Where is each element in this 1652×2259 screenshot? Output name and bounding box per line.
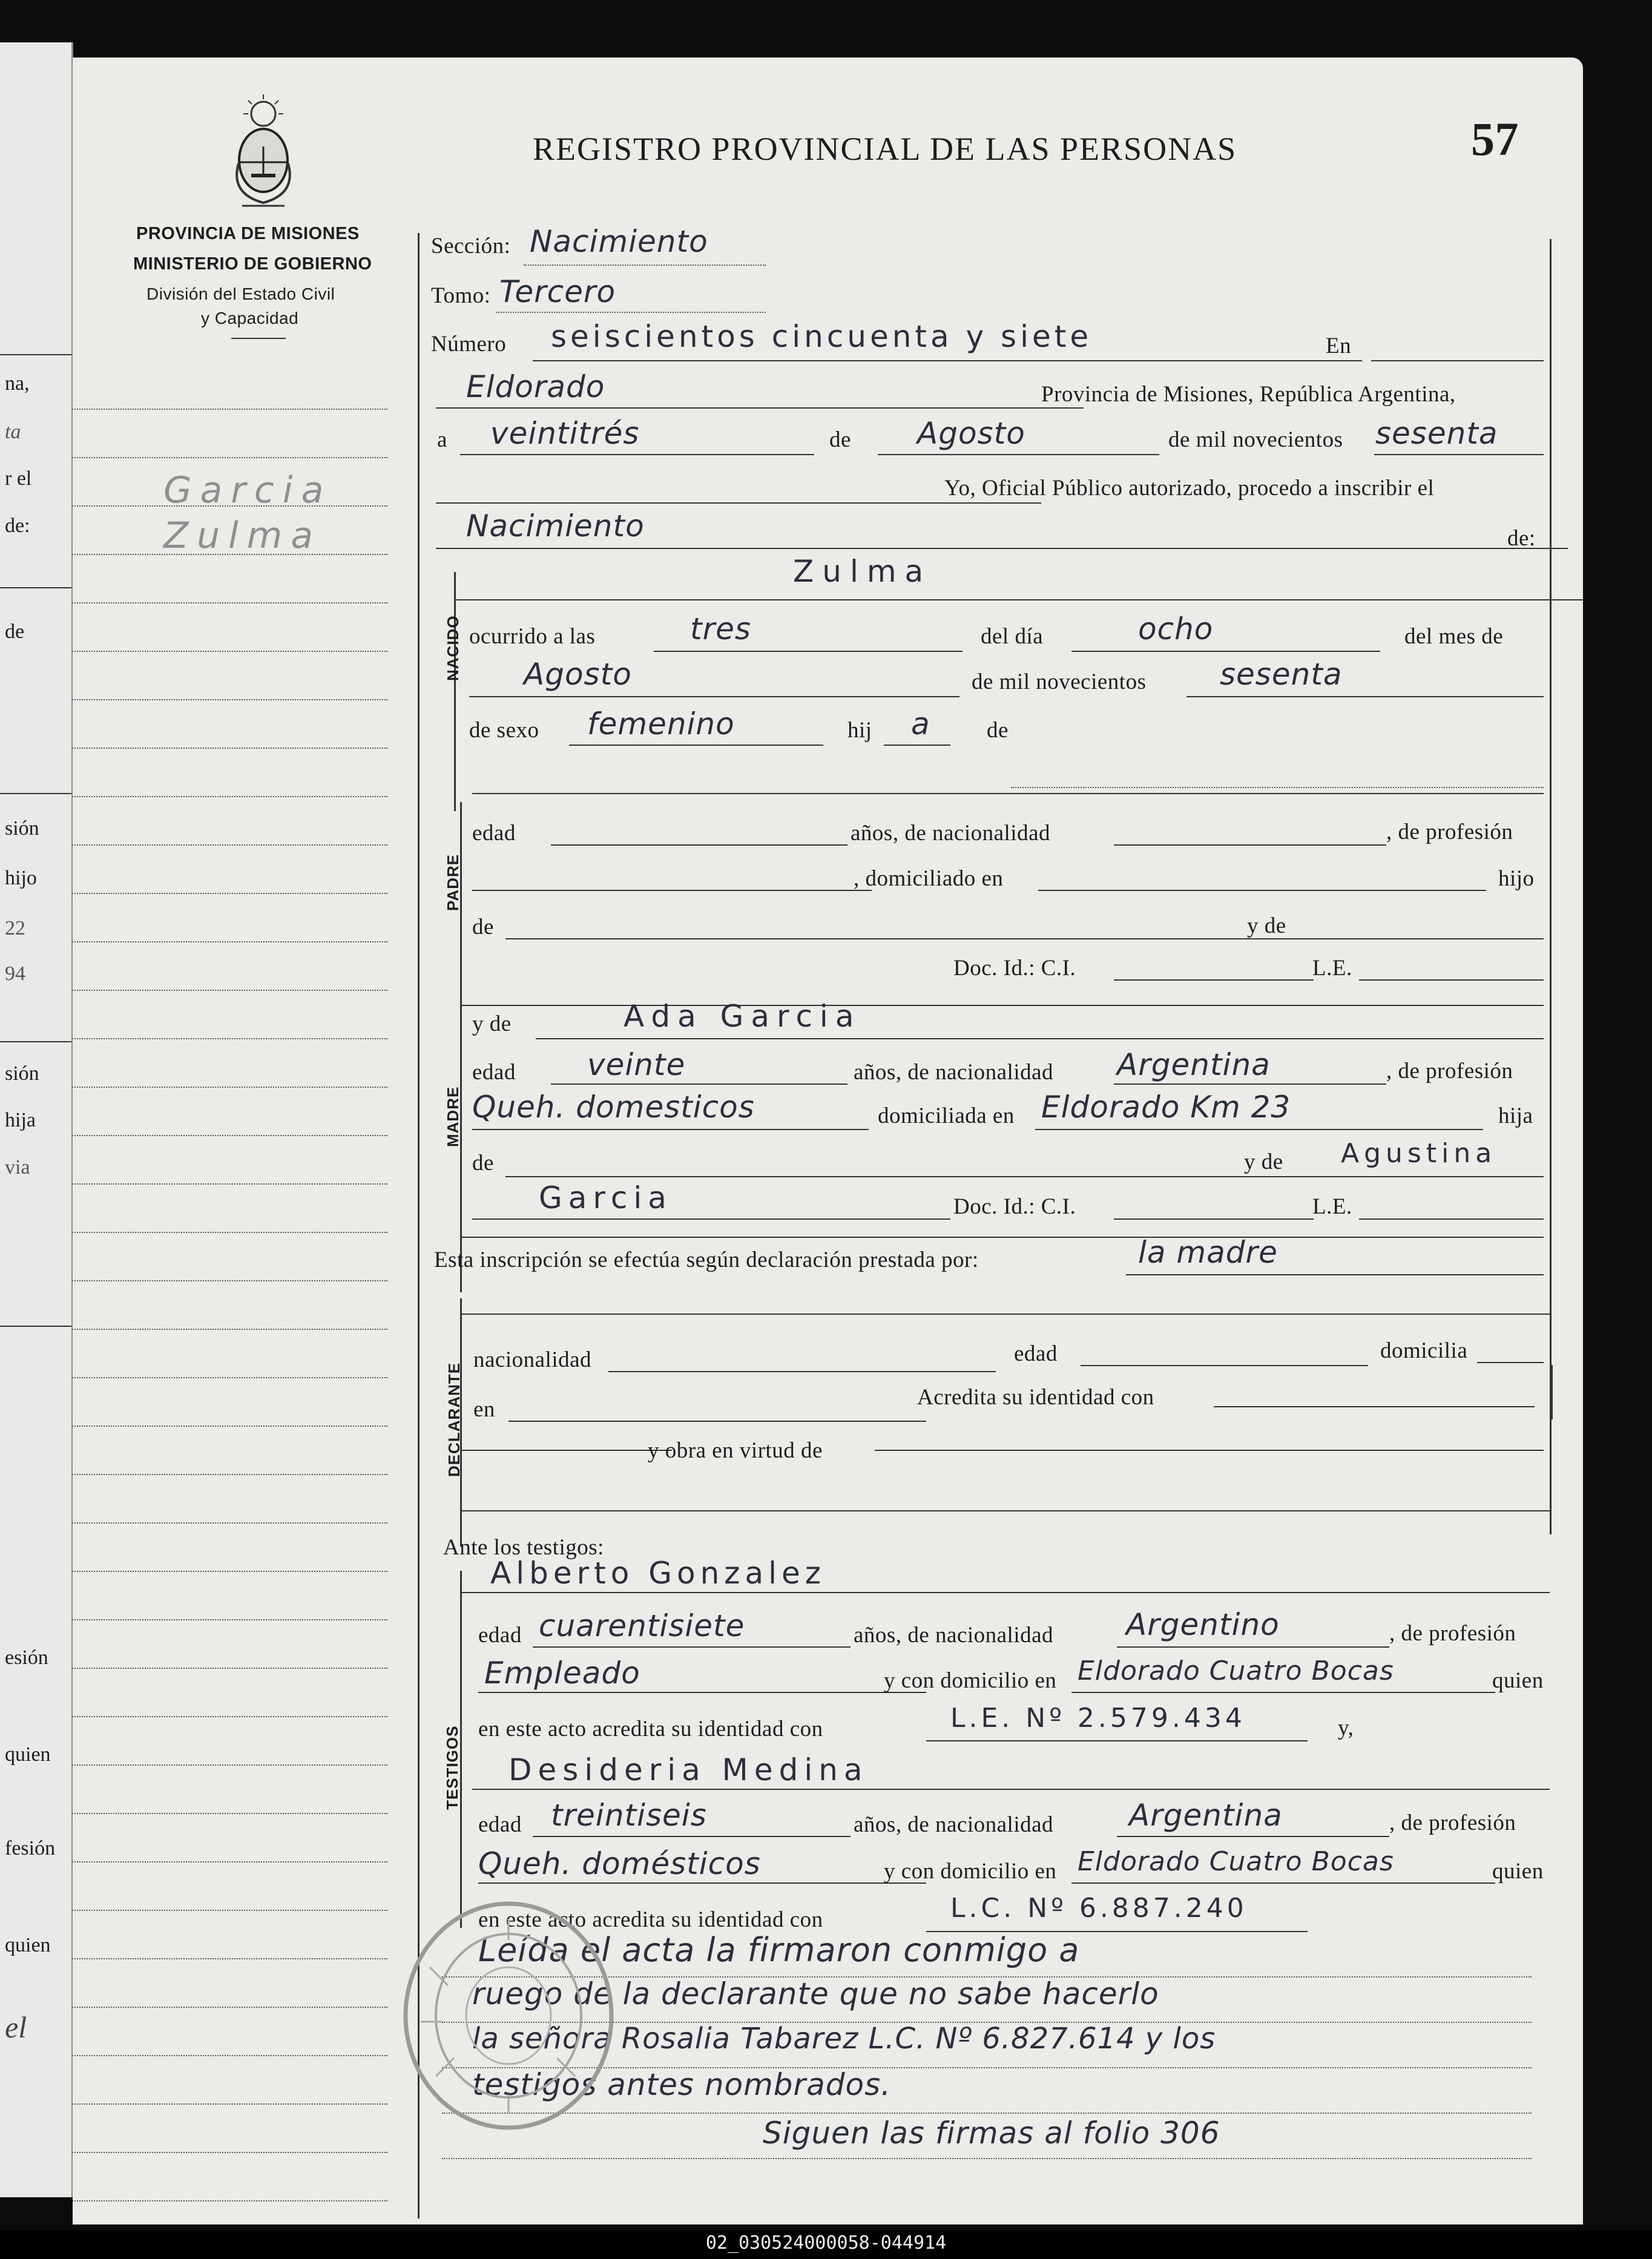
madre-profesion-value: Queh. domesticos bbox=[472, 1090, 755, 1125]
anio-value: sesenta bbox=[1375, 416, 1498, 451]
madre-section-label: MADRE bbox=[444, 1086, 462, 1147]
padre-edad-label: edad bbox=[472, 821, 516, 846]
testigos-section-label: TESTIGOS bbox=[443, 1725, 461, 1810]
testigo1-acredita-label: en este acto acredita su identidad con bbox=[478, 1717, 823, 1741]
madre-de-label: de bbox=[472, 1151, 494, 1176]
padre-de-label: de bbox=[472, 915, 494, 939]
testigo1-profesion-label: , de profesión bbox=[1389, 1621, 1516, 1646]
anio-nacimiento-value: sesenta bbox=[1220, 657, 1343, 692]
coat-of-arms-icon bbox=[230, 91, 297, 212]
padre-domiciliado-label: , domiciliado en bbox=[854, 866, 1004, 891]
padre-le-label: L.E. bbox=[1312, 956, 1352, 981]
testigo2-doc-value: L.C. Nº 6.887.240 bbox=[950, 1893, 1248, 1924]
madre-profesion-label: , de profesión bbox=[1386, 1059, 1513, 1083]
madre-nacionalidad-value: Argentina bbox=[1117, 1047, 1271, 1082]
declarante-obra-label: y obra en virtud de bbox=[648, 1438, 823, 1463]
left-page-fragment: via bbox=[5, 1156, 30, 1179]
del-mes-label: del mes de bbox=[1404, 624, 1504, 649]
register-page bbox=[73, 58, 1583, 2224]
testigo1-edad-label: edad bbox=[478, 1623, 522, 1648]
mes-value: Agosto bbox=[917, 416, 1025, 451]
oficial-text: Yo, Oficial Público autorizado, procedo a inscribir el bbox=[944, 476, 1435, 501]
testigo1-domicilio-label: y con domicilio en bbox=[884, 1668, 1057, 1693]
testigo2-domicilio-value: Eldorado Cuatro Bocas bbox=[1078, 1846, 1394, 1877]
closing-line-5: Siguen las firmas al folio 306 bbox=[763, 2116, 1220, 2151]
closing-line-1: Leída el acta la firmaron conmigo a bbox=[478, 1931, 1080, 1969]
de-colon-label: de: bbox=[1507, 526, 1536, 551]
seccion-label: Sección: bbox=[431, 234, 511, 258]
testigo2-nacionalidad-value: Argentina bbox=[1129, 1798, 1283, 1833]
left-page-fragment: de bbox=[5, 620, 25, 643]
padre-anios-label: años, de nacionalidad bbox=[851, 821, 1051, 846]
division-label-2: y Capacidad bbox=[201, 309, 299, 327]
padre-y-de-label: y de bbox=[1247, 913, 1286, 938]
left-page-fragment: 94 bbox=[5, 962, 25, 985]
testigo2-profesion-label: , de profesión bbox=[1389, 1810, 1516, 1835]
testigo1-nombre-value: Alberto Gonzalez bbox=[490, 1556, 826, 1591]
mil-label: de mil novecientos bbox=[1168, 427, 1343, 452]
closing-line-4: testigos antes nombrados. bbox=[472, 2067, 892, 2102]
tomo-label: Tomo: bbox=[431, 283, 491, 308]
division-label: División del Estado Civil bbox=[146, 284, 335, 303]
madre-edad-label: edad bbox=[472, 1060, 516, 1085]
madre-nombre-value: Ada Garcia bbox=[624, 999, 861, 1034]
testigo2-nombre-value: Desideria Medina bbox=[508, 1752, 869, 1787]
province-label: PROVINCIA DE MISIONES bbox=[136, 224, 360, 243]
left-page-fragment: quien bbox=[5, 1743, 51, 1766]
provincia-text: Provincia de Misiones, República Argentina, bbox=[1041, 382, 1456, 407]
dia-value: veintitrés bbox=[490, 416, 640, 451]
testigo1-nacionalidad-value: Argentino bbox=[1126, 1607, 1280, 1642]
dia-nacimiento-value: ocho bbox=[1138, 611, 1214, 646]
testigo1-anios-label: años, de nacionalidad bbox=[854, 1623, 1054, 1648]
madre-hija-label: hija bbox=[1498, 1103, 1533, 1128]
testigo2-acredita-label: en este acto acredita su identidad con bbox=[478, 1907, 823, 1932]
testigo1-edad-value: cuarentisiete bbox=[539, 1608, 745, 1643]
del-dia-label: del día bbox=[981, 624, 1044, 649]
margin-surname: Garcia bbox=[163, 469, 332, 511]
numero-label: Número bbox=[431, 332, 507, 357]
nacido-section-label: NACIDO bbox=[444, 615, 462, 681]
testigo1-quien-label: quien bbox=[1492, 1668, 1544, 1693]
left-page-fragment: quien bbox=[5, 1934, 51, 1956]
testigo1-domicilio-value: Eldorado Cuatro Bocas bbox=[1078, 1656, 1394, 1686]
left-page-fragment: sión bbox=[5, 817, 39, 840]
inscripcion-value: la madre bbox=[1138, 1235, 1278, 1270]
madre-apellido-value: Garcia bbox=[539, 1180, 673, 1215]
left-page-fragment: r el bbox=[5, 467, 32, 490]
sexo-value: femenino bbox=[587, 706, 735, 741]
madre-anios-label: años, de nacionalidad bbox=[854, 1060, 1054, 1085]
left-page-edge bbox=[0, 42, 73, 2197]
page-title: REGISTRO PROVINCIAL DE LAS PERSONAS bbox=[533, 131, 1237, 167]
left-page-fragment: sión bbox=[5, 1062, 39, 1085]
nacido-de-label: de bbox=[987, 718, 1009, 743]
declarante-nacionalidad-label: nacionalidad bbox=[473, 1347, 592, 1372]
lugar-value: Eldorado bbox=[466, 369, 605, 404]
hora-value: tres bbox=[690, 611, 751, 646]
padre-profesion-label: , de profesión bbox=[1386, 820, 1513, 844]
tomo-value: Tercero bbox=[499, 274, 616, 309]
left-page-fragment: hija bbox=[5, 1109, 36, 1131]
image-caption: 02_030524000058-044914 bbox=[705, 2232, 947, 2254]
padre-doc-label: Doc. Id.: C.I. bbox=[953, 956, 1076, 981]
testigo2-quien-label: quien bbox=[1492, 1859, 1544, 1884]
margin-name: Zulma bbox=[163, 515, 322, 557]
testigo2-edad-label: edad bbox=[478, 1812, 522, 1837]
testigo1-profesion-value: Empleado bbox=[484, 1656, 640, 1691]
padre-section-label: PADRE bbox=[444, 853, 462, 911]
testigo1-y-label: y, bbox=[1338, 1715, 1354, 1740]
madre-le-label: L.E. bbox=[1312, 1194, 1352, 1219]
declarante-section-label: DECLARANTE bbox=[445, 1362, 463, 1477]
left-page-fragment: esión bbox=[5, 1646, 48, 1669]
left-page-fragment: ta bbox=[5, 421, 21, 443]
ocurrido-label: ocurrido a las bbox=[469, 624, 596, 649]
testigo1-doc-value: L.E. Nº 2.579.434 bbox=[950, 1703, 1246, 1734]
nombre-value: Zulma bbox=[793, 554, 932, 589]
testigo2-edad-value: treintiseis bbox=[551, 1798, 707, 1833]
inscripcion-label: Esta inscripción se efectúa según declaración prestada por: bbox=[434, 1248, 979, 1272]
de-label: de bbox=[829, 427, 851, 452]
a-label: a bbox=[437, 427, 447, 452]
madre-edad-value: veinte bbox=[587, 1047, 686, 1082]
en-label: En bbox=[1326, 334, 1352, 358]
left-page-fragment: fesión bbox=[5, 1837, 56, 1859]
left-page-fragment: 22 bbox=[5, 917, 25, 939]
closing-line-3: la señora Rosalia Tabarez L.C. Nº 6.827.614 y los bbox=[472, 2022, 1216, 2056]
declarante-en-label: en bbox=[473, 1397, 495, 1422]
declarante-domicilia-label: domicilia bbox=[1380, 1338, 1468, 1363]
nacido-mil-label: de mil novecientos bbox=[972, 669, 1147, 694]
madre-de-value: Agustina bbox=[1341, 1138, 1497, 1169]
madre-domicilio-value: Eldorado Km 23 bbox=[1041, 1090, 1291, 1125]
declarante-edad-label: edad bbox=[1014, 1341, 1058, 1366]
left-page-fragment: hijo bbox=[5, 867, 37, 889]
madre-domiciliada-label: domiciliada en bbox=[878, 1103, 1015, 1128]
testigos-ante-label: Ante los testigos: bbox=[443, 1535, 604, 1560]
folio-number: 57 bbox=[1471, 113, 1519, 165]
numero-value: seiscientos cincuenta y siete bbox=[551, 319, 1093, 354]
sexo-label: de sexo bbox=[469, 718, 539, 743]
padre-hijo-label: hijo bbox=[1498, 866, 1535, 891]
acto-value: Nacimiento bbox=[466, 508, 645, 544]
testigo2-profesion-value: Queh. domésticos bbox=[478, 1846, 761, 1881]
left-page-fragment: de: bbox=[5, 515, 30, 537]
hij-value: a bbox=[911, 706, 930, 741]
mes-nacimiento-value: Agosto bbox=[524, 657, 632, 692]
closing-line-2: ruego de la declarante que no sabe hacerlo bbox=[472, 1976, 1159, 2011]
madre-y-de-label: y de bbox=[472, 1011, 512, 1036]
testigo2-anios-label: años, de nacionalidad bbox=[854, 1812, 1054, 1837]
testigo2-domicilio-label: y con domicilio en bbox=[884, 1859, 1057, 1884]
ministry-label: MINISTERIO DE GOBIERNO bbox=[133, 254, 372, 274]
madre-y-de2-label: y de bbox=[1244, 1149, 1283, 1174]
seccion-value: Nacimiento bbox=[530, 224, 708, 259]
left-page-fragment: el bbox=[5, 2010, 27, 2044]
madre-doc-label: Doc. Id.: C.I. bbox=[953, 1194, 1076, 1219]
hij-label: hij bbox=[847, 718, 872, 743]
official-seal-stamp bbox=[393, 1895, 624, 2137]
left-page-fragment: na, bbox=[5, 372, 30, 395]
declarante-acredita-label: Acredita su identidad con bbox=[917, 1385, 1154, 1410]
